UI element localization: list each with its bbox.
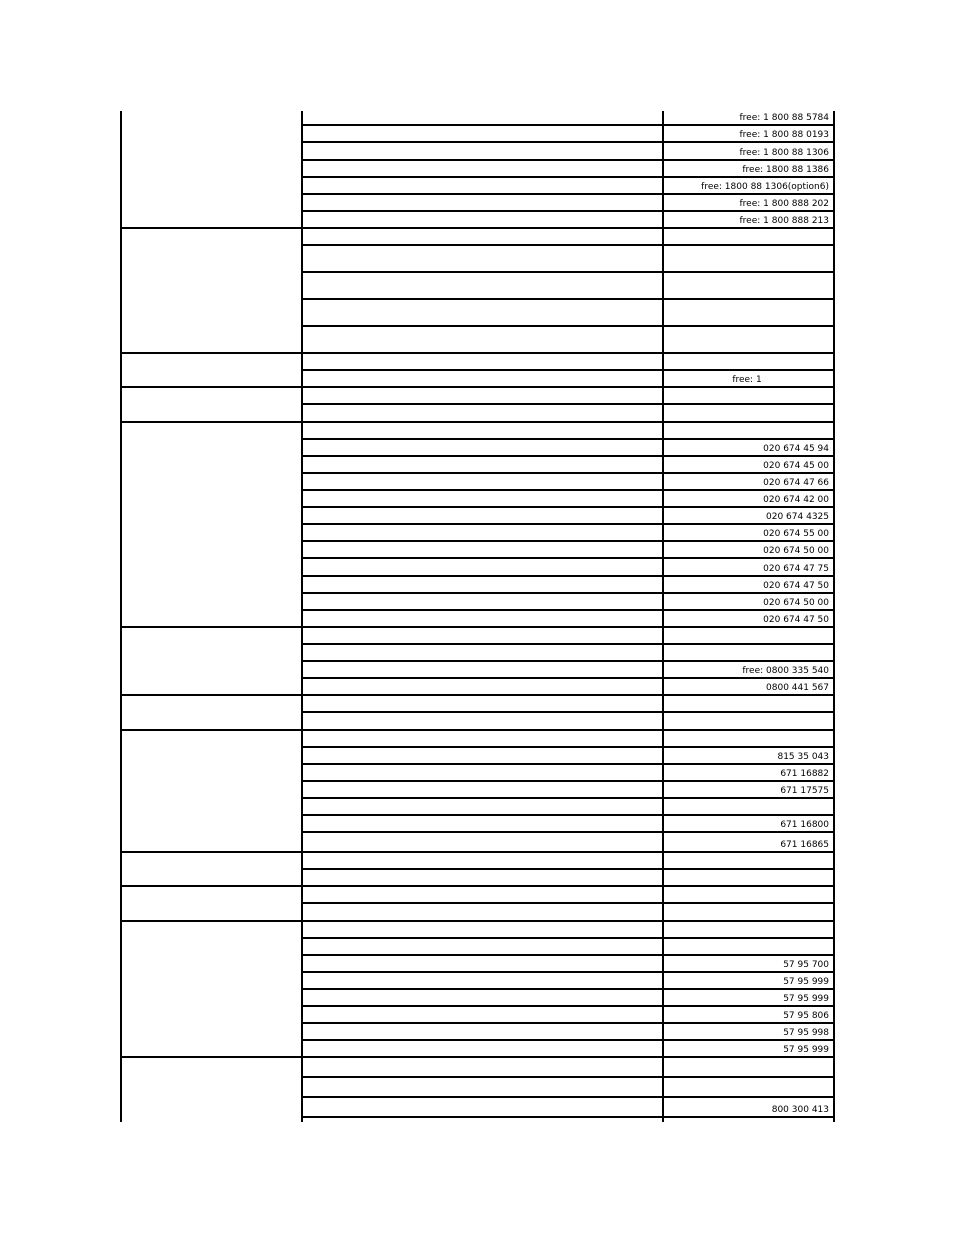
description-cell bbox=[303, 1006, 662, 1022]
column-divider-left bbox=[120, 111, 122, 1122]
description-cell bbox=[303, 456, 662, 472]
description-cell bbox=[303, 473, 662, 489]
phone-number-cell: free: 1 800 88 0193 bbox=[739, 130, 829, 140]
phone-number-cell: 57 95 998 bbox=[783, 1028, 829, 1038]
phone-number-cell: 671 16865 bbox=[780, 840, 829, 850]
description-cell bbox=[303, 938, 662, 954]
description-cell bbox=[303, 125, 662, 141]
phone-number-cell: 020 674 47 66 bbox=[763, 478, 829, 488]
row-divider bbox=[301, 1116, 835, 1118]
description-cell bbox=[303, 764, 662, 780]
description-cell bbox=[303, 832, 662, 851]
phone-number-cell: 800 300 413 bbox=[771, 1105, 829, 1115]
description-cell bbox=[303, 921, 662, 937]
phone-number-cell: free: 1800 88 1306(option6) bbox=[701, 182, 829, 192]
description-cell bbox=[303, 524, 662, 540]
description-cell bbox=[303, 541, 662, 557]
description-cell bbox=[303, 558, 662, 575]
description-cell bbox=[303, 1023, 662, 1039]
description-cell bbox=[303, 730, 662, 746]
description-cell bbox=[303, 695, 662, 711]
description-cell bbox=[303, 228, 662, 244]
description-cell bbox=[303, 387, 662, 403]
phone-number-cell: 020 674 45 94 bbox=[763, 444, 829, 454]
description-cell bbox=[303, 1077, 662, 1096]
phone-number-cell: 020 674 47 50 bbox=[763, 581, 829, 591]
description-cell bbox=[303, 644, 662, 660]
description-cell bbox=[303, 886, 662, 902]
description-cell bbox=[303, 1097, 662, 1116]
description-cell bbox=[303, 576, 662, 592]
description-cell bbox=[303, 507, 662, 523]
phone-number-cell: 020 674 47 50 bbox=[763, 615, 829, 625]
phone-number-cell: free: 1 800 888 202 bbox=[739, 199, 829, 209]
description-cell bbox=[303, 678, 662, 694]
phone-number-cell: 57 95 806 bbox=[783, 1011, 829, 1021]
phone-number-cell: 671 16882 bbox=[780, 769, 829, 779]
phone-number-cell: free: 1 800 88 5784 bbox=[739, 113, 829, 123]
description-cell bbox=[303, 160, 662, 176]
description-cell bbox=[303, 1057, 662, 1076]
description-cell bbox=[303, 869, 662, 885]
phone-number-cell: 020 674 4325 bbox=[766, 512, 829, 522]
phone-number-cell: free: 0800 335 540 bbox=[742, 666, 829, 676]
phone-number-cell: 57 95 999 bbox=[783, 977, 829, 987]
description-cell bbox=[303, 1040, 662, 1056]
phone-number-cell: 0800 441 567 bbox=[766, 683, 829, 693]
phone-number-cell: 020 674 55 00 bbox=[763, 529, 829, 539]
description-cell bbox=[303, 177, 662, 193]
description-cell bbox=[303, 404, 662, 421]
phone-number-cell: free: 1 bbox=[732, 375, 762, 385]
description-cell bbox=[303, 852, 662, 868]
description-cell bbox=[303, 422, 662, 438]
description-cell bbox=[303, 972, 662, 988]
description-cell bbox=[303, 111, 662, 124]
phone-number-cell: 671 16800 bbox=[780, 820, 829, 830]
description-cell bbox=[303, 194, 662, 210]
phone-number-cell: 020 674 50 00 bbox=[763, 598, 829, 608]
description-cell bbox=[303, 299, 662, 325]
phone-number-cell: 020 674 47 75 bbox=[763, 564, 829, 574]
description-cell bbox=[303, 245, 662, 271]
description-cell bbox=[303, 326, 662, 352]
phone-number-cell: free: 1 800 888 213 bbox=[739, 216, 829, 226]
phone-number-cell: 815 35 043 bbox=[777, 752, 829, 762]
description-cell bbox=[303, 661, 662, 677]
description-cell bbox=[303, 781, 662, 797]
description-cell bbox=[303, 593, 662, 609]
phone-number-cell: 57 95 999 bbox=[783, 994, 829, 1004]
description-cell bbox=[303, 627, 662, 643]
description-cell bbox=[303, 353, 662, 369]
description-cell bbox=[303, 955, 662, 971]
phone-number-cell: 57 95 700 bbox=[783, 960, 829, 970]
phone-number-cell: 57 95 999 bbox=[783, 1045, 829, 1055]
description-cell bbox=[303, 272, 662, 298]
phone-number-cell: 020 674 45 00 bbox=[763, 461, 829, 471]
description-cell bbox=[303, 439, 662, 455]
phone-number-cell: free: 1 800 88 1306 bbox=[739, 148, 829, 158]
description-cell bbox=[303, 903, 662, 920]
description-cell bbox=[303, 211, 662, 227]
description-cell bbox=[303, 370, 662, 386]
description-cell bbox=[303, 815, 662, 831]
description-cell bbox=[303, 712, 662, 729]
description-cell bbox=[303, 142, 662, 159]
description-cell bbox=[303, 989, 662, 1005]
phone-number-cell: 020 674 42 00 bbox=[763, 495, 829, 505]
description-cell bbox=[303, 490, 662, 506]
description-cell bbox=[303, 798, 662, 814]
description-cell bbox=[303, 610, 662, 626]
description-cell bbox=[303, 747, 662, 763]
phone-number-cell: 671 17575 bbox=[780, 786, 829, 796]
phone-number-cell: 020 674 50 00 bbox=[763, 546, 829, 556]
phone-number-cell: free: 1800 88 1386 bbox=[742, 165, 829, 175]
